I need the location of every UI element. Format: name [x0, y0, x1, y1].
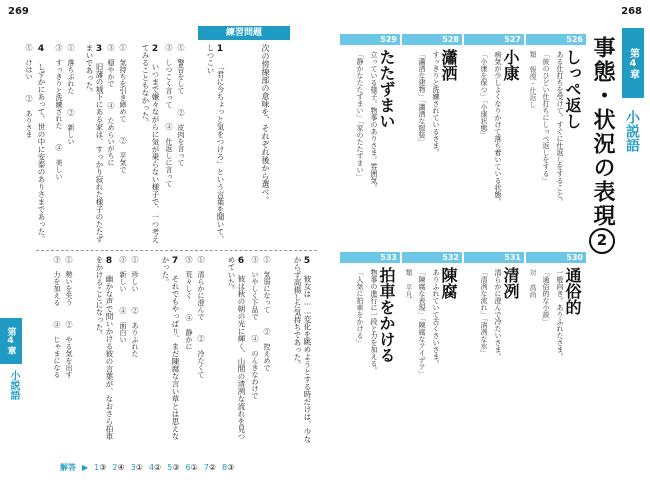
- question-7-choices-2: [118, 256, 128, 446]
- entry-word: 清冽: [501, 267, 520, 299]
- choice[interactable]: ③ 穏やかで: [107, 44, 115, 87]
- choice[interactable]: ④ 仕返しに言って: [165, 123, 173, 187]
- choice[interactable]: ② 冷たくて: [197, 335, 205, 378]
- question-3: 3 旧藩の城下にある家は、すっかり寂れた様子のたたずまいであった。: [85, 44, 104, 243]
- answer-item: 6①: [185, 462, 198, 472]
- question-3-choices-2: [54, 44, 64, 244]
- entry-example: 「清冽な流れ」「清冽な水」: [480, 269, 488, 357]
- question-2: 2 いつまで嫌々ながらに気が乗らない様子で、一つ考えてみることもなかった。: [141, 44, 160, 243]
- choice[interactable]: ① 落ちぶれた: [67, 44, 75, 94]
- choice[interactable]: ③ すっきりと洗練された: [55, 44, 63, 129]
- question-6-choices-2: [184, 256, 194, 446]
- chapter-side-label: 小説語: [8, 370, 19, 400]
- entry-meaning: 一般向き。ありふれたさま。: [556, 269, 564, 360]
- choice[interactable]: ② 控えめで: [263, 328, 271, 371]
- choice[interactable]: ① 清らかに澄んで: [197, 256, 205, 320]
- question-3-choices: [66, 44, 76, 244]
- entry-word: しっぺ返し: [563, 49, 582, 129]
- entry-532: [402, 252, 462, 472]
- choice[interactable]: ③ いやしく下品で: [251, 256, 259, 320]
- entry-526: [526, 34, 586, 244]
- choice[interactable]: ④ のんきなわけで: [251, 335, 259, 399]
- page-number-left: 269: [8, 6, 29, 17]
- entry-number: 530: [526, 252, 586, 263]
- entry-528: [402, 34, 462, 244]
- entry-number: 532: [402, 252, 462, 263]
- choice[interactable]: ① 気持ちを引き締めて: [119, 44, 127, 122]
- entry-530: [526, 252, 586, 472]
- choice[interactable]: ④ 美しい: [55, 144, 63, 180]
- section-label: 小説語: [624, 110, 640, 152]
- choice[interactable]: ① 勢いを失う: [65, 256, 73, 306]
- entry-meaning: ある仕打ちを受けて、すぐに仕返しをすること。: [556, 51, 564, 205]
- entry-529: [340, 34, 400, 244]
- question-5-choices-2: [250, 256, 260, 446]
- answer-item: 5③: [167, 462, 180, 472]
- question-5: 5 彼女は……変化を眺めようとする時だけは、少なからず高揚した気持ちであった。: [293, 256, 312, 443]
- answer-item: 4②: [148, 462, 162, 472]
- question-1: 1 「君に今ちょっと気をつけろ」という言葉を聞いて、しつこい: [206, 44, 225, 243]
- question-7: 7 それでもやっぱり、まだ陳腐な言い草とは思えなかった。: [161, 256, 180, 440]
- entry-example: 「陳腐な表現」「陳腐なアイデア」: [418, 269, 426, 378]
- question-8-choices-2: [52, 256, 62, 446]
- entry-number: 527: [464, 34, 524, 45]
- choice[interactable]: ② 新しい: [67, 109, 75, 145]
- entry-example: 「彼のひどい仕打ちにしっぺ返しをする」: [542, 51, 550, 184]
- question-1-choices-2: [164, 44, 174, 244]
- question-2-choices: [118, 44, 128, 244]
- right-page: [325, 0, 650, 480]
- entry-meaning: すっきりと洗練されているさま。: [432, 51, 440, 156]
- choice[interactable]: ④ じゃまになる: [53, 321, 61, 378]
- entry-example: 「瀟洒な建物」「瀟洒な服装」: [418, 51, 426, 146]
- choice[interactable]: ③ 新しい: [119, 256, 127, 292]
- choice[interactable]: ④ ためらいがちに: [107, 102, 115, 166]
- choice[interactable]: ④ 静かに: [185, 314, 193, 350]
- entry-533: [340, 252, 400, 472]
- arrow-icon: ▶: [82, 462, 89, 472]
- choice[interactable]: ② やる気を出す: [65, 321, 73, 378]
- answer-key: [60, 460, 234, 474]
- choice[interactable]: ③ 力を加える: [53, 256, 61, 306]
- entry-number: 526: [526, 34, 586, 45]
- divider: [36, 250, 317, 251]
- exercise-header: 練習問題: [198, 26, 290, 40]
- entry-related: 類 報復・仕返し: [529, 51, 537, 108]
- choice[interactable]: ① 警告をして: [177, 44, 185, 94]
- question-2-choices-2: [106, 44, 116, 244]
- entry-meaning: ありふれていて古くさいさま。: [432, 269, 440, 367]
- choice[interactable]: ② 平気で: [119, 137, 127, 173]
- entry-531: [464, 252, 524, 472]
- entry-number: 533: [340, 252, 400, 263]
- answer-item: 8③: [222, 462, 235, 472]
- answer-item: 1③: [94, 462, 107, 472]
- choice[interactable]: ② ありふれた: [131, 307, 139, 357]
- exercise-instruction: 次の傍線部の意味を、それぞれ後から選べ。: [261, 44, 270, 204]
- page-number-right: 268: [621, 6, 642, 17]
- entry-word: 陳腐: [439, 267, 458, 299]
- answer-item: 3①: [130, 462, 143, 472]
- choice[interactable]: ② ありさま: [25, 95, 33, 138]
- entry-number: 531: [464, 252, 524, 263]
- choice[interactable]: ④ 面白い: [119, 307, 127, 343]
- entry-example: 「通俗的な小説」: [542, 269, 550, 325]
- question-7-choices: [130, 256, 140, 446]
- entry-meaning: 立っている様子。物事のありさま。雰囲気。: [370, 51, 378, 191]
- question-4-choices: [24, 44, 34, 244]
- entry-527: [464, 34, 524, 244]
- entry-related: 類 平凡: [405, 269, 413, 298]
- entry-word: 瀟洒: [439, 49, 458, 81]
- entry-word: 通俗的: [563, 267, 582, 315]
- entry-number: 529: [340, 34, 400, 45]
- question-1-choices: [176, 44, 186, 244]
- chapter-side-tab: 第4章: [0, 318, 22, 364]
- entry-word: 小康: [501, 49, 520, 81]
- title-number: 2: [589, 228, 615, 254]
- entry-meaning: 病気が少しよくなりかけて落ち着いている状態。: [494, 51, 502, 205]
- choice[interactable]: ① けはい: [25, 44, 33, 80]
- entry-example: 「人気に拍車をかける」: [356, 269, 364, 346]
- entry-meaning: 清らかに澄んで冷たいさま。: [494, 269, 502, 360]
- entry-word: たたずまい: [377, 49, 396, 129]
- entry-word: 拍車をかける: [377, 267, 396, 363]
- choice[interactable]: ③ 荒々しく: [185, 256, 193, 299]
- page-title: 事態・状況の表現2: [587, 36, 618, 254]
- question-1-text: 「君に今ちょっと気をつけろ」という言葉を聞いて、しつこい: [206, 44, 225, 243]
- question-6-choices: [196, 256, 206, 446]
- answer-item: 7②: [203, 462, 217, 472]
- entry-example: 「小康を保つ」「小康状態」: [480, 51, 488, 139]
- question-8: 8 幽かな声で問いかける彼の言葉が、なおさら拍車をかけることになった。: [95, 256, 114, 440]
- question-6: 6 彼は秋の朝の光に輝く、山間の清冽な流れを見つめていた。: [227, 256, 246, 440]
- choice[interactable]: ③ しつこく言って: [165, 44, 173, 108]
- choice[interactable]: ② 皮肉を言って: [177, 109, 185, 166]
- vocabulary-entries: [343, 34, 586, 474]
- entry-number: 528: [402, 34, 462, 45]
- entry-related: 対 高尚: [529, 269, 537, 298]
- entry-meaning: 物事の進行に一段と力を加える。: [370, 269, 378, 374]
- choice[interactable]: ① 気弱になって: [263, 256, 271, 313]
- chapter-tab: 第4章: [622, 28, 644, 98]
- answer-label: 解答: [60, 462, 76, 472]
- question-8-choices: [64, 256, 74, 446]
- choice[interactable]: ① 珍しい: [131, 256, 139, 292]
- question-5-choices: [262, 256, 272, 446]
- question-4: 4 しずかにあって、世の中に安泰のありさまであった。: [36, 44, 46, 243]
- entry-example: 「静かなたたずまい」「家のたたずまい」: [356, 51, 364, 181]
- answer-item: 2④: [112, 462, 125, 472]
